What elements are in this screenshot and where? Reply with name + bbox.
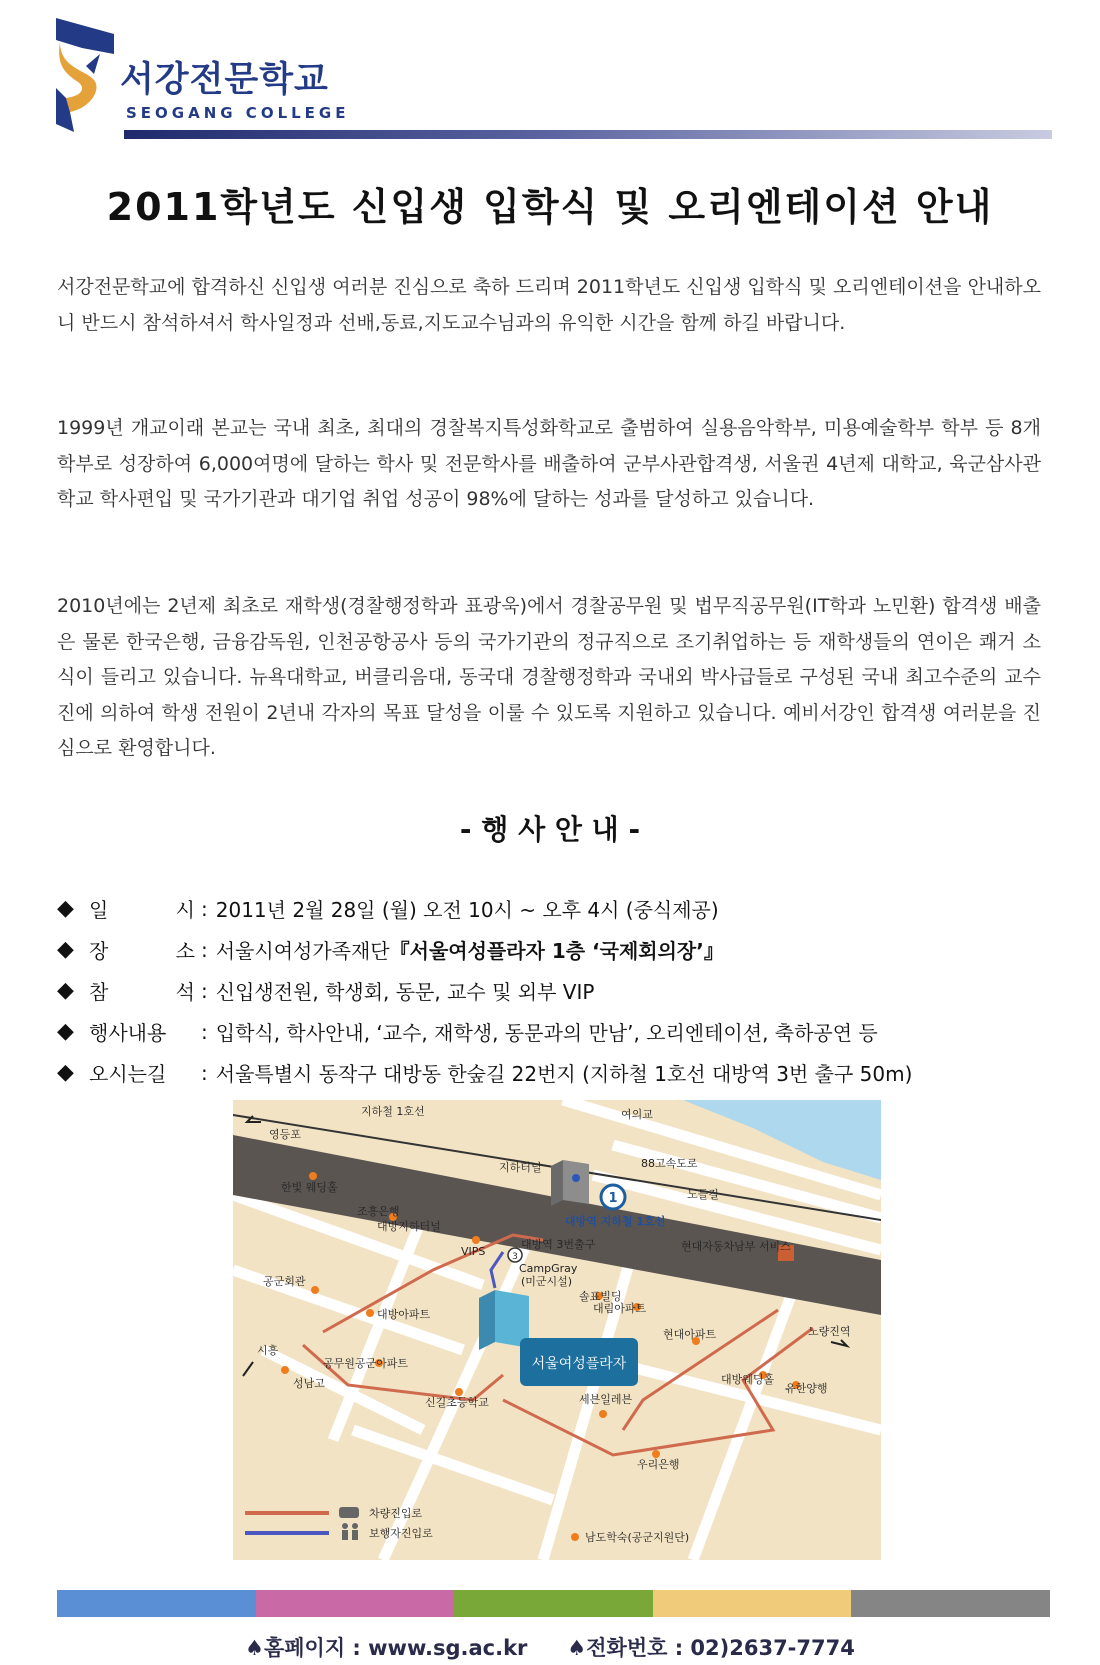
event-section-title: - 행 사 안 내 -: [459, 813, 641, 846]
map-label-seongnamgo: 성남고: [293, 1377, 325, 1390]
map-label-yuhan: 유한양행: [785, 1382, 828, 1395]
map-label-noryangjin: 노량진역: [808, 1325, 851, 1338]
map-label-daebang-apt: 대방아파트: [377, 1308, 431, 1321]
map-label-campgray: CampGray: [519, 1262, 578, 1275]
map-label-tunnel: 지하터널: [499, 1161, 542, 1174]
info-label: 참 석: [89, 980, 195, 1004]
info-colon: :: [201, 1060, 208, 1085]
map-label-expressway: 88고속도로: [641, 1157, 698, 1170]
info-colon: :: [201, 978, 208, 1003]
map-label-nodeul: 노들길: [687, 1188, 719, 1201]
map-label-hanbit: 한빛 웨딩홀: [281, 1181, 338, 1194]
map-label-singil: 신길초등학교: [425, 1396, 489, 1409]
map-label-namdo: 남도학숙(공군지원단): [585, 1531, 690, 1544]
info-label: 일 시: [89, 898, 195, 922]
footer-homepage[interactable]: ♠홈페이지 : www.sg.ac.kr: [245, 1636, 528, 1660]
info-colon: :: [201, 896, 208, 921]
color-block: [57, 1590, 256, 1617]
info-colon: :: [201, 937, 208, 962]
station-building: [551, 1160, 589, 1206]
info-label: 행사내용: [89, 1021, 167, 1045]
info-value: 서울시여성가족재단: [215, 939, 390, 963]
info-value: 서울특별시 동작구 대방동 한숲길 22번지 (지하철 1호선 대방역 3번 출구 50m): [215, 1062, 913, 1086]
map-label-campgray-sub: (미군시설): [521, 1275, 573, 1288]
event-info-list: [57, 888, 1057, 1093]
info-colon: :: [201, 1019, 208, 1044]
map-label-gongmuwon: 공무원공군아파트: [323, 1357, 409, 1370]
info-value-venue: 『서울여성플라자 1층 ‘국제회의장’』: [389, 939, 724, 963]
college-name-en: SEOGANG COLLEGE: [126, 104, 350, 122]
diamond-bullet-icon: ◆: [57, 896, 74, 921]
info-item-attendees: [57, 970, 1057, 1011]
map-label-daebang-tunnel: 대방지하터널: [377, 1220, 441, 1233]
history-paragraph: 1999년 개교이래 본교는 국내 최초, 최대의 경찰복지특성화학교로 출범하여 실용음악학부, 미용예술학부 학부 등 8개 학부로 성장하여 6,000여명에 달하는 학사 및 전문학사를 배출하여 군부사관합격생, 서울권 4년제 대학교, 육군삼사관학교 학사편입 및 국가기관과 대기업 취업 성공이 98%에 달하는 성과를 달성하고 있습니다.: [57, 417, 1041, 510]
color-block: [256, 1590, 455, 1617]
college-name: 서강전문학교: [120, 60, 329, 100]
footer-phone: ♠전화번호 : 02)2637-7774: [567, 1636, 855, 1660]
map-label-daebang: 대방역 지하철 1호선: [565, 1215, 666, 1228]
map-label-daebang-wedding: 대방웨딩홀: [721, 1373, 775, 1386]
achievement-paragraph: 2010년에는 2년제 최초로 재학생(경찰행정학과 표광욱)에서 경찰공무원 및 법무직공무원(IT학과 노민환) 합격생 배출은 물론 한국은행, 금융감독원, 인천공항공사 등의 국가기관의 정규직으로 조기취업하는 등 재학생들의 연이은 쾌거 소식이 들리고 있습니다. 뉴욕대학교, 버클리음대, 동국대 경찰행정학과 국내외 박사급들로 구성된 국내 최고수준의 교수진에 의하여 학생 전원이 2년내 각자의 목표 달성을 이룰 수 있도록 지원하고 있습니다. 예비서강인 합격생 여러분을 진심으로 환영합니다.: [57, 595, 1041, 759]
legend-car-label: 차량진입로: [369, 1507, 423, 1520]
map-label-yeouigyo: 여의교: [621, 1108, 653, 1121]
info-label: 장 소: [89, 939, 195, 963]
map-label-hyundai-apt: 현대아파트: [663, 1328, 717, 1341]
map-label-daerim: 대림아파트: [593, 1302, 647, 1315]
map-marker-1-number: 1: [608, 1191, 618, 1206]
map-label-plaza: 서울여성플라자: [531, 1356, 627, 1372]
map-label-seven: 세븐일레븐: [579, 1393, 633, 1406]
map-label-vips: VIPS: [461, 1245, 486, 1258]
info-value: 2011년 2월 28일 (월) 오전 10시 ~ 오후 4시 (중식제공): [215, 898, 719, 922]
map-label-johung: 조흥은행: [357, 1205, 400, 1218]
info-label: 오시는길: [89, 1062, 167, 1086]
info-value: 입학식, 학사안내, ‘교수, 재학생, 동문과의 만남’, 오리엔테이션, 축하공연 등: [215, 1021, 878, 1045]
legend-walk-label: 보행자진입로: [369, 1527, 433, 1540]
map-label-solpyo: 솔표빌딩: [579, 1290, 622, 1303]
college-logo-icon: [56, 18, 114, 132]
info-value: 신입생전원, 학생회, 동문, 교수 및 외부 VIP: [215, 980, 595, 1004]
map-label-hyundai-service: 현대자동차남부 서비스: [681, 1240, 791, 1253]
location-map: [233, 1100, 881, 1560]
map-label-gonggun: 공군회관: [263, 1275, 306, 1288]
footer-contact: [0, 1632, 1100, 1662]
diamond-bullet-icon: ◆: [57, 1060, 74, 1085]
page-title: 2011학년도 신입생 입학식 및 오리엔테이션 안내: [106, 185, 994, 229]
diamond-bullet-icon: ◆: [57, 937, 74, 962]
info-item-place: [57, 929, 1057, 970]
map-marker-3-number: 3: [512, 1252, 518, 1262]
color-block: [653, 1590, 852, 1617]
diamond-bullet-icon: ◆: [57, 978, 74, 1003]
info-item-directions: [57, 1052, 1057, 1093]
map-label-exit3: 대방역 3번출구: [521, 1238, 596, 1251]
header-divider: [124, 130, 1052, 139]
footer-color-bar: [57, 1590, 1050, 1617]
map-label-subway: 지하철 1호선: [361, 1105, 425, 1118]
info-item-program: [57, 1011, 1057, 1052]
car-icon: [339, 1507, 359, 1518]
map-label-woori: 우리은행: [637, 1458, 680, 1471]
intro-paragraph: 서강전문학교에 합격하신 신입생 여러분 진심으로 축하 드리며 2011학년도 신입생 입학식 및 오리엔테이션을 안내하오니 반드시 참석하셔서 학사일정과 선배,동료,지도교수님과의 유익한 시간을 함께 하길 바랍니다.: [57, 276, 1041, 334]
map-label-siheung: 시흥: [257, 1344, 279, 1357]
diamond-bullet-icon: ◆: [57, 1019, 74, 1044]
color-block: [454, 1590, 653, 1617]
color-block: [851, 1590, 1050, 1617]
info-item-date: [57, 888, 1057, 929]
map-label-yeongdeungpo: 영등포: [269, 1128, 301, 1141]
